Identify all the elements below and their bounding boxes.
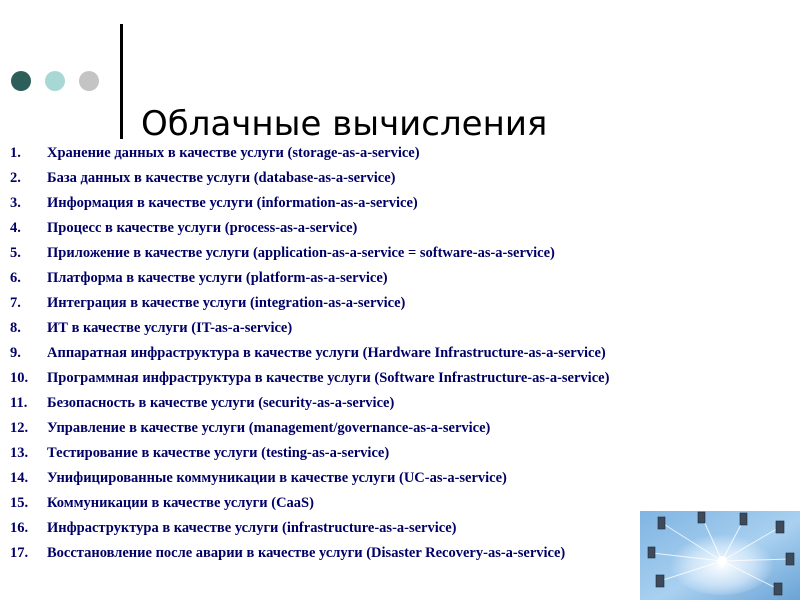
list-item xyxy=(10,216,609,241)
slide-title: Облачные вычисления xyxy=(141,104,548,144)
list-item xyxy=(10,441,609,466)
list-item-number: 8. xyxy=(10,320,21,336)
list-item-text: Управление в качестве услуги (management/governance-as-a-service) xyxy=(47,420,491,436)
list-item-number: 17. xyxy=(10,545,29,561)
service-list xyxy=(10,141,609,566)
list-item-number: 15. xyxy=(10,495,29,511)
list-item xyxy=(10,191,609,216)
list-item-text: Программная инфраструктура в качестве услуги (Software Infrastructure-as-a-service) xyxy=(47,370,610,386)
list-item-number: 6. xyxy=(10,270,21,286)
list-item-number: 16. xyxy=(10,520,29,536)
list-item xyxy=(10,491,609,516)
list-item-number: 13. xyxy=(10,445,29,461)
list-item xyxy=(10,141,609,166)
list-item-text: Тестирование в качестве услуги (testing-as-a-service) xyxy=(47,445,390,461)
list-item-number: 3. xyxy=(10,195,21,211)
list-item-number: 10. xyxy=(10,370,29,386)
list-item-text: Инфраструктура в качестве услуги (infrastructure-as-a-service) xyxy=(47,520,457,536)
list-item xyxy=(10,341,609,366)
list-item-number: 5. xyxy=(10,245,21,261)
cloud-network-illustration xyxy=(640,511,800,600)
list-item xyxy=(10,516,609,541)
list-item xyxy=(10,466,609,491)
list-item xyxy=(10,541,609,566)
list-item-number: 7. xyxy=(10,295,21,311)
list-item-text: Хранение данных в качестве услуги (storage-as-a-service) xyxy=(47,145,420,161)
list-item-number: 1. xyxy=(10,145,21,161)
list-item-text: Интеграция в качестве услуги (integration-as-a-service) xyxy=(47,295,406,311)
list-item xyxy=(10,166,609,191)
list-item xyxy=(10,416,609,441)
list-item-text: Процесс в качестве услуги (process-as-a-service) xyxy=(47,220,358,236)
list-item-number: 12. xyxy=(10,420,29,436)
list-item xyxy=(10,266,609,291)
list-item xyxy=(10,316,609,341)
cloud-network-icon xyxy=(640,511,800,600)
list-item-text: База данных в качестве услуги (database-as-a-service) xyxy=(47,170,396,186)
list-item-text: Аппаратная инфраструктура в качестве услуги (Hardware Infrastructure-as-a-service) xyxy=(47,345,606,361)
list-item xyxy=(10,366,609,391)
list-item-text: Приложение в качестве услуги (application-as-a-service = software-as-a-service) xyxy=(47,245,555,261)
list-item xyxy=(10,241,609,266)
list-item-text: Восстановление после аварии в качестве услуги (Disaster Recovery-as-a-service) xyxy=(47,545,566,561)
list-item-text: Информация в качестве услуги (information-as-a-service) xyxy=(47,195,418,211)
list-item-text: Безопасность в качестве услуги (security-as-a-service) xyxy=(47,395,395,411)
list-item-text: Унифицированные коммуникации в качестве услуги (UC-as-a-service) xyxy=(47,470,507,486)
decor-dot-gray xyxy=(79,71,99,91)
list-item-number: 11. xyxy=(10,395,28,411)
list-item-number: 14. xyxy=(10,470,29,486)
list-item-number: 4. xyxy=(10,220,21,236)
list-item xyxy=(10,291,609,316)
decor-dot-light xyxy=(45,71,65,91)
list-item-text: Коммуникации в качестве услуги (CaaS) xyxy=(47,495,314,511)
list-item-text: ИТ в качестве услуги (IT-as-a-service) xyxy=(47,320,293,336)
decor-dot-dark xyxy=(11,71,31,91)
list-item xyxy=(10,391,609,416)
title-divider xyxy=(120,24,123,139)
list-item-number: 9. xyxy=(10,345,21,361)
list-item-number: 2. xyxy=(10,170,21,186)
list-item-text: Платформа в качестве услуги (platform-as-a-service) xyxy=(47,270,388,286)
